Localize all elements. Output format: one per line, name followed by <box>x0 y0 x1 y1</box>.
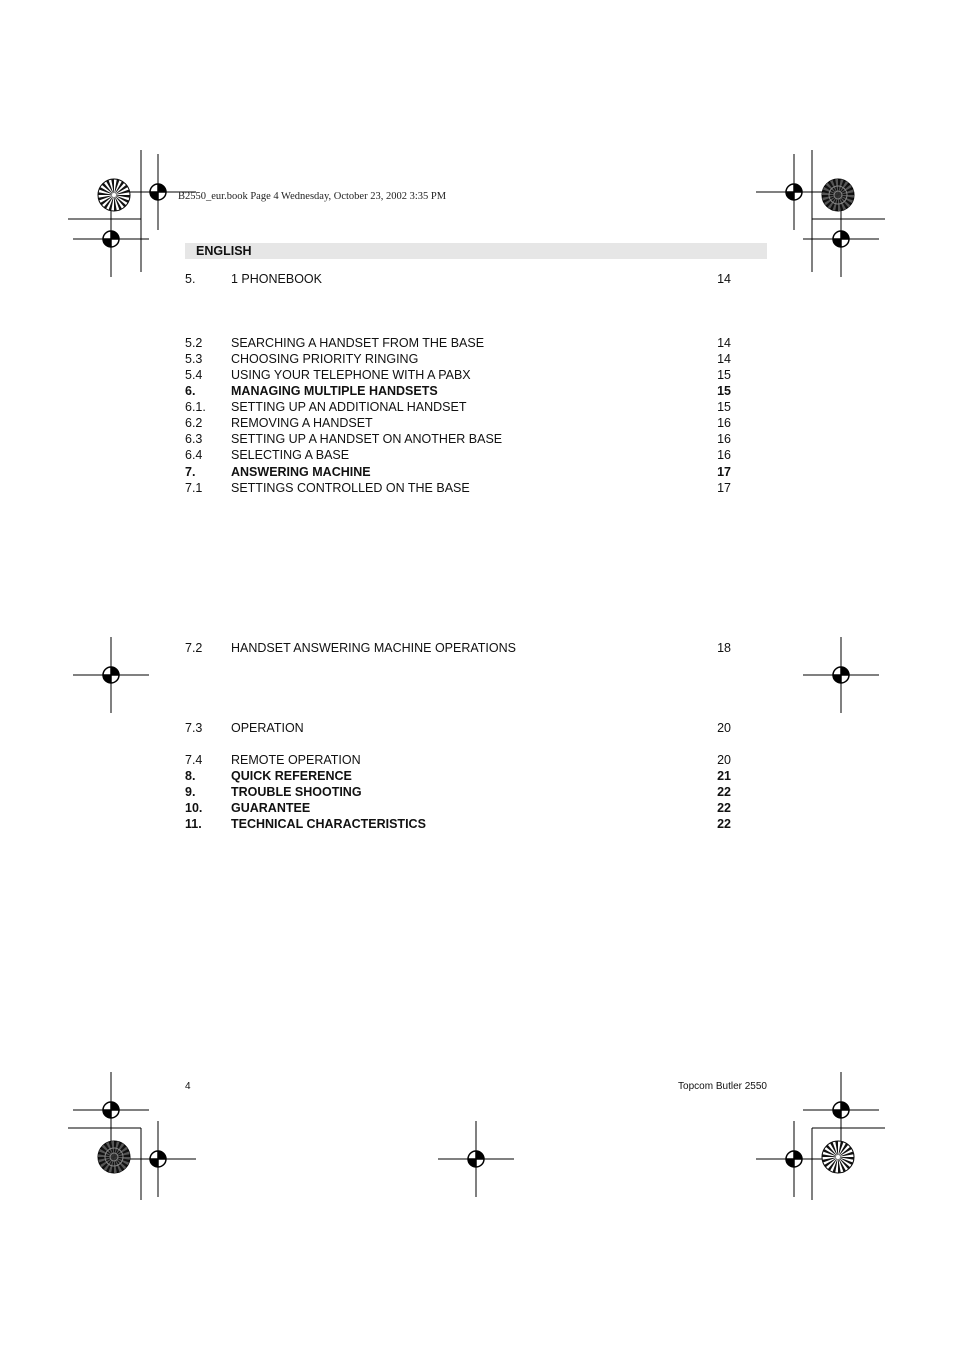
toc-row[interactable] <box>185 367 731 383</box>
toc-title: 1 PHONEBOOK <box>231 272 322 286</box>
registration-mark-icon <box>73 201 149 277</box>
registration-mark-icon <box>438 1121 514 1197</box>
toc-row[interactable] <box>185 271 731 287</box>
toc-number: 6.3 <box>185 432 203 446</box>
toc-page: 17 <box>717 481 731 495</box>
toc-number: 6.4 <box>185 448 203 462</box>
toc-title: MANAGING MULTIPLE HANDSETS <box>231 384 438 398</box>
toc-number: 11. <box>185 817 202 831</box>
toc-row[interactable] <box>185 447 731 463</box>
toc-number: 9. <box>185 785 196 799</box>
toc-row[interactable] <box>185 399 731 415</box>
toc-number: 5. <box>185 272 196 286</box>
toc-page: 18 <box>717 641 731 655</box>
language-bar <box>185 243 767 259</box>
toc-number: 7.4 <box>185 753 203 767</box>
toc-row[interactable] <box>185 720 731 736</box>
toc-page: 14 <box>717 352 731 366</box>
toc-page: 15 <box>717 368 731 382</box>
toc-page: 17 <box>717 465 731 479</box>
toc-page: 20 <box>717 753 731 767</box>
toc-page: 14 <box>717 272 731 286</box>
toc-row[interactable] <box>185 335 731 351</box>
toc-number: 8. <box>185 769 196 783</box>
toc-row[interactable] <box>185 351 731 367</box>
toc-title: REMOTE OPERATION <box>231 753 361 767</box>
toc-title: SETTING UP AN ADDITIONAL HANDSET <box>231 400 467 414</box>
toc-row[interactable] <box>185 784 731 800</box>
toc-page: 21 <box>717 769 731 783</box>
toc-row[interactable] <box>185 816 731 832</box>
footer-title: Topcom Butler 2550 <box>678 1081 767 1092</box>
toc-title: USING YOUR TELEPHONE WITH A PABX <box>231 368 471 382</box>
toc-page: 20 <box>717 721 731 735</box>
registration-mark-icon <box>73 637 149 713</box>
toc-page: 22 <box>717 801 731 815</box>
toc-title: TECHNICAL CHARACTERISTICS <box>231 817 426 831</box>
registration-mark-icon <box>73 1072 149 1148</box>
toc-number: 5.3 <box>185 352 203 366</box>
toc-title: SEARCHING A HANDSET FROM THE BASE <box>231 336 485 350</box>
toc-number: 6. <box>185 384 196 398</box>
toc-row[interactable] <box>185 415 731 431</box>
registration-mark-icon <box>803 1072 879 1148</box>
toc-title: SELECTING A BASE <box>231 448 350 462</box>
registration-mark-icon <box>120 1121 196 1197</box>
toc-title: TROUBLE SHOOTING <box>231 785 362 799</box>
toc-number: 6.1. <box>185 400 206 414</box>
toc-title: SETTINGS CONTROLLED ON THE BASE <box>231 481 470 495</box>
color-rosette-icon <box>822 1141 854 1173</box>
toc-page: 16 <box>717 416 731 430</box>
toc-title: GUARANTEE <box>231 801 311 815</box>
toc-page: 15 <box>717 384 731 398</box>
language-label: ENGLISH <box>196 244 252 258</box>
registration-mark-icon <box>756 1121 832 1197</box>
toc-row[interactable] <box>185 464 731 480</box>
toc-title: REMOVING A HANDSET <box>231 416 373 430</box>
toc-title: CHOOSING PRIORITY RINGING <box>231 352 419 366</box>
toc-title: ANSWERING MACHINE <box>231 465 371 479</box>
toc-page: 16 <box>717 448 731 462</box>
toc-page: 22 <box>717 817 731 831</box>
registration-mark-icon <box>803 201 879 277</box>
toc-number: 7. <box>185 465 196 479</box>
page-number: 4 <box>185 1081 191 1092</box>
toc-row[interactable] <box>185 383 731 399</box>
toc-number: 5.2 <box>185 336 203 350</box>
toc-number: 5.4 <box>185 368 203 382</box>
toc-row[interactable] <box>185 768 731 784</box>
registration-mark-icon <box>803 637 879 713</box>
color-rosette-icon <box>98 1141 130 1173</box>
toc-title: OPERATION <box>231 721 304 735</box>
book-header: B2550_eur.book Page 4 Wednesday, October 23, 2002 3:35 PM <box>178 191 447 202</box>
toc-row[interactable] <box>185 480 731 496</box>
toc-page: 15 <box>717 400 731 414</box>
color-rosette-icon <box>822 179 854 211</box>
toc-row[interactable] <box>185 752 731 768</box>
color-rosette-icon <box>98 179 130 211</box>
toc-number: 7.2 <box>185 641 203 655</box>
toc-page: 16 <box>717 432 731 446</box>
toc-row[interactable] <box>185 431 731 447</box>
toc-number: 7.1 <box>185 481 203 495</box>
toc-number: 6.2 <box>185 416 203 430</box>
toc-page: 14 <box>717 336 731 350</box>
toc-page: 22 <box>717 785 731 799</box>
toc-number: 7.3 <box>185 721 203 735</box>
toc-row[interactable] <box>185 800 731 816</box>
toc-title: HANDSET ANSWERING MACHINE OPERATIONS <box>231 641 516 655</box>
toc-title: SETTING UP A HANDSET ON ANOTHER BASE <box>231 432 503 446</box>
toc-number: 10. <box>185 801 203 815</box>
toc-title: QUICK REFERENCE <box>231 769 352 783</box>
toc-row[interactable] <box>185 640 731 656</box>
